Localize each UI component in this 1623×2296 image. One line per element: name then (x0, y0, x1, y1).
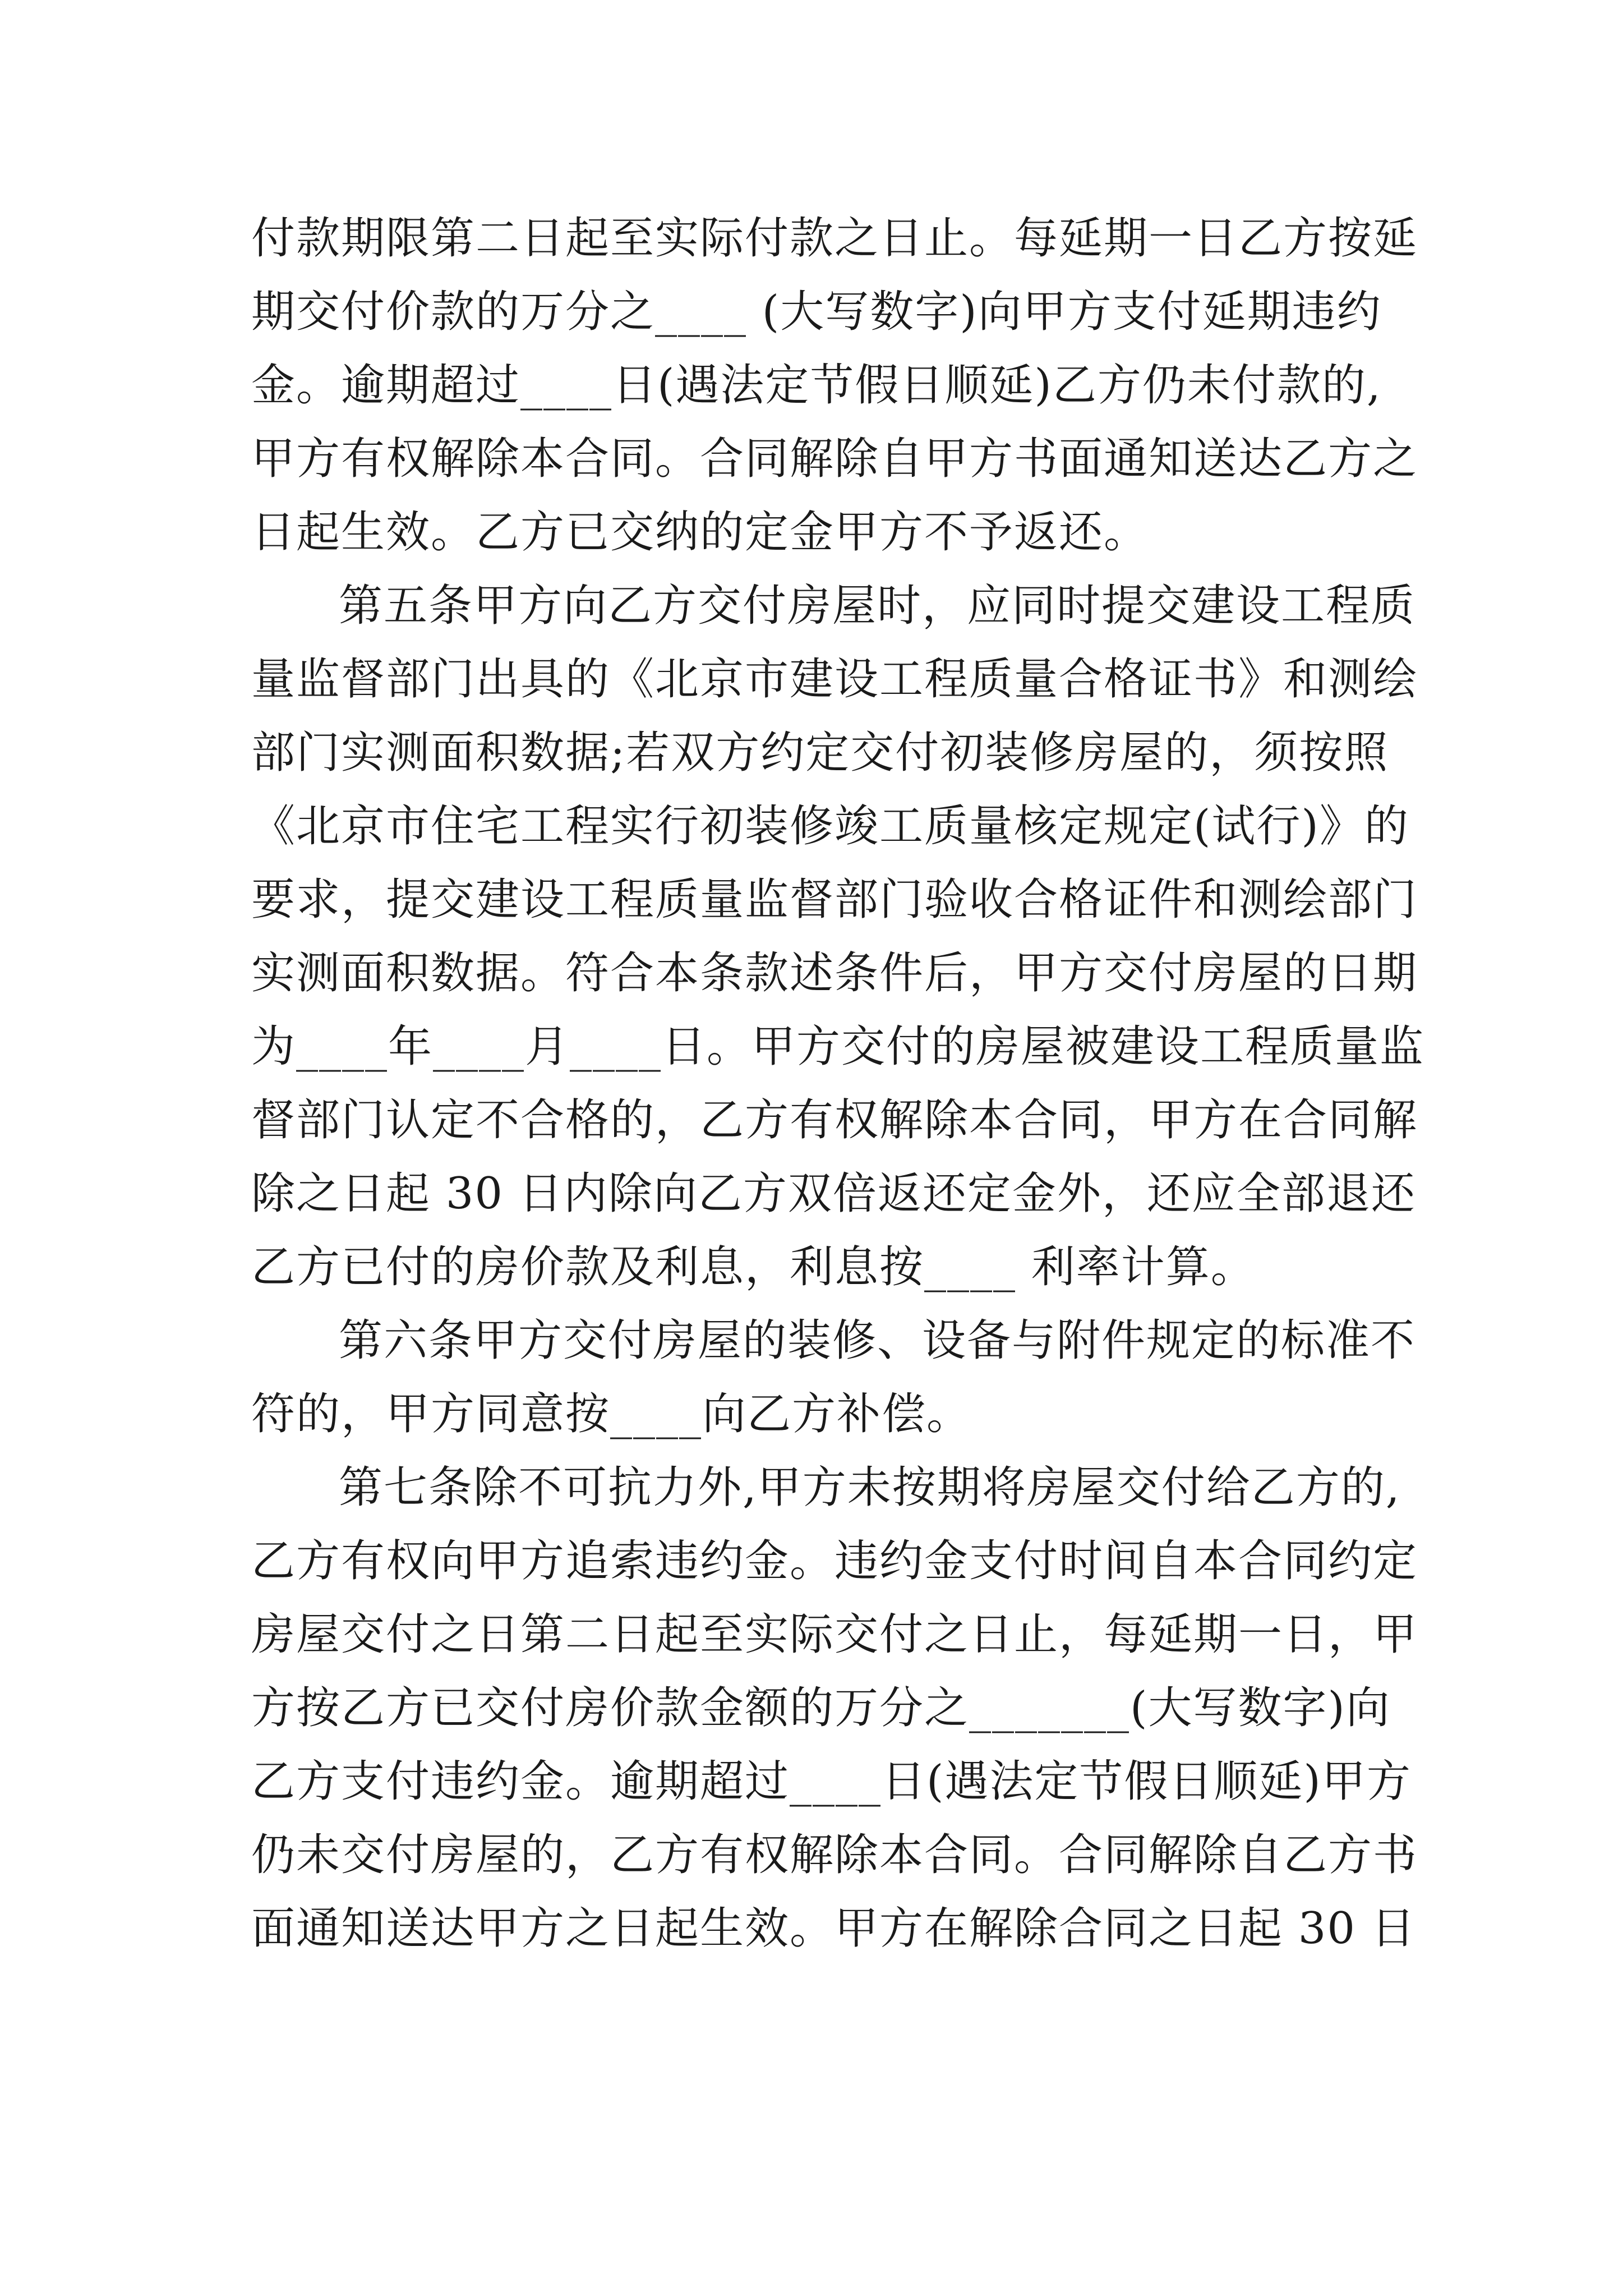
text-line: 甲方有权解除本合同。合同解除自甲方书面通知送达乙方之 (251, 434, 1418, 484)
text-line: 乙方支付违约金。逾期超过____日(遇法定节假日顺延)甲方 (251, 1756, 1412, 1807)
text-line: 乙方有权向甲方追索违约金。违约金支付时间自本合同约定 (251, 1536, 1418, 1586)
text-line: 仍未交付房屋的，乙方有权解除本合同。合同解除自乙方书 (251, 1830, 1418, 1880)
text-line: 符的，甲方同意按____向乙方补偿。 (251, 1389, 972, 1439)
paragraph-start-article-7: 第七条除不可抗力外,甲方未按期将房屋交付给乙方的, (339, 1462, 1401, 1513)
text-line: 实测面积数据。符合本条款述条件后，甲方交付房屋的日期 (251, 948, 1418, 999)
text-line: 日起生效。乙方已交纳的定金甲方不予返还。 (251, 507, 1149, 558)
text-line: 除之日起 30 日内除向乙方双倍返还定金外，还应全部退还 (251, 1168, 1416, 1219)
text-line: 方按乙方已交付房价款金额的万分之_______(大写数字)向 (251, 1683, 1391, 1733)
paragraph-start-article-6: 第六条甲方交付房屋的装修、设备与附件规定的标准不 (339, 1315, 1416, 1366)
text-line: 部门实测面积数据;若双方约定交付初装修房屋的，须按照 (251, 728, 1389, 778)
text-line: 量监督部门出具的《北京市建设工程质量合格证书》和测绘 (251, 654, 1418, 705)
text-line: 房屋交付之日第二日起至实际交付之日止，每延期一日，甲 (251, 1609, 1418, 1660)
paragraph-start-article-5: 第五条甲方向乙方交付房屋时，应同时提交建设工程质 (339, 581, 1416, 631)
text-line: 乙方已付的房价款及利息，利息按____ 利率计算。 (251, 1242, 1256, 1292)
text-line: 督部门认定不合格的，乙方有权解除本合同，甲方在合同解 (251, 1095, 1418, 1145)
text-line: 《北京市住宅工程实行初装修竣工质量核定规定(试行)》的 (251, 801, 1409, 852)
text-line: 面通知送达甲方之日起生效。甲方在解除合同之日起 30 日 (251, 1903, 1416, 1954)
contract-text (251, 202, 1425, 1966)
text-line: 付款期限第二日起至实际付款之日止。每延期一日乙方按延 (251, 213, 1418, 264)
text-line: 要求，提交建设工程质量监督部门验收合格证件和测绘部门 (251, 875, 1418, 925)
text-line: 期交付价款的万分之____ (大写数字)向甲方支付延期违约 (251, 287, 1382, 337)
text-line: 为____年____月____日。甲方交付的房屋被建设工程质量监 (251, 1022, 1425, 1072)
text-line: 金。逾期超过____日(遇法定节假日顺延)乙方仍未付款的, (251, 360, 1382, 411)
